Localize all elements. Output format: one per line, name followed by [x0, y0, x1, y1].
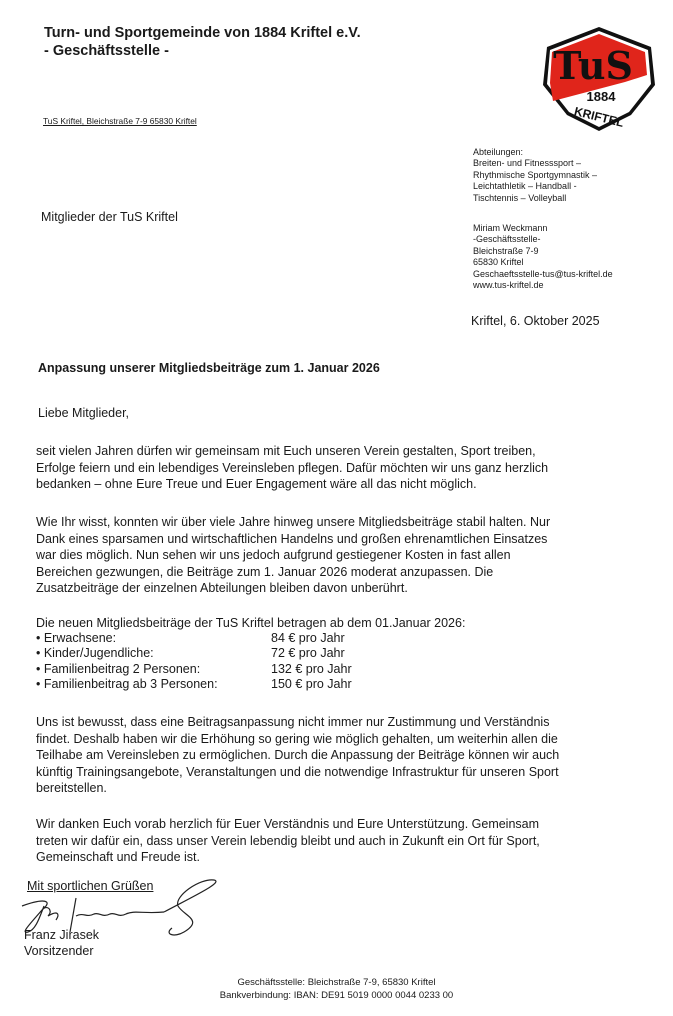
fee-amount: 132 € pro Jahr — [271, 661, 352, 676]
contact-block — [473, 223, 613, 291]
paragraph-understanding — [36, 714, 666, 797]
fee-list — [36, 616, 465, 692]
fee-amount: 72 € pro Jahr — [271, 646, 345, 661]
signature-stroke — [164, 880, 216, 935]
fee-row — [36, 662, 465, 677]
departments-block — [473, 147, 597, 204]
letter-date: Kriftel, 6. Oktober 2025 — [471, 314, 600, 328]
footer-address: Geschäftsstelle: Bleichstraße 7-9, 65830 Kriftel — [237, 977, 436, 988]
fee-amount: 150 € pro Jahr — [271, 676, 352, 691]
club-logo-icon — [539, 25, 659, 133]
logo-tus-text: TuS — [553, 43, 633, 88]
signatory-role: Vorsitzender — [24, 944, 94, 958]
paragraph-line: Wir danken Euch vorab herzlich für Euer Verständnis und Eure Unterstützung. Gemeinsam — [36, 817, 540, 831]
organization-name: Turn- und Sportgemeinde von 1884 Kriftel e.V. — [44, 25, 361, 41]
salutation: Liebe Mitglieder, — [38, 406, 130, 420]
closing-greeting: Mit sportlichen Grüßen — [27, 879, 154, 893]
department-line: Leichtathletik – Handball - — [473, 181, 577, 192]
paragraph-line: Teilhabe am Vereinsleben zu ermöglichen. Durch die Anpassung der Beiträge können wir auch — [36, 748, 560, 762]
paragraph-line: künftig Trainingsangebote, Veranstaltungen und die notwendige Infrastruktur für unseren Sport — [36, 764, 559, 779]
department-line: Tischtennis – Volleyball — [473, 192, 567, 203]
paragraph-closing-thanks — [36, 816, 666, 866]
contact-office: -Geschäftsstelle- — [473, 234, 541, 245]
paragraph-line: Dank eines sparsamen und wirtschaftlichen Handelns und großen ehrenamtlichen Einsatzes — [36, 531, 548, 546]
paragraph-line: bedanken – ohne Eure Treue und Euer Engagement wäre all das nicht möglich. — [36, 477, 477, 491]
letter-footer — [0, 977, 673, 1002]
fee-label: • Familienbeitrag ab 3 Personen: — [36, 676, 218, 691]
signatory-name: Franz Jirasek — [24, 928, 100, 942]
fee-amount: 84 € pro Jahr — [271, 631, 345, 646]
paragraph-line: Zusatzbeiträge der einzelnen Abteilungen bleiben davon unberührt. — [36, 581, 408, 595]
footer-bank: Bankverbindung: IBAN: DE91 5019 0000 0044 0233 00 — [219, 989, 454, 1001]
contact-website: www.tus-kriftel.de — [473, 280, 544, 291]
paragraph-line: seit vielen Jahren dürfen wir gemeinsam mit Euch unseren Verein gestalten, Sport treiben, — [36, 444, 536, 458]
paragraph-reason — [36, 514, 666, 597]
paragraph-line: Erfolge feiern und ein lebendiges Vereinsleben pflegen. Dafür möchten wir uns ganz herzlich — [36, 460, 549, 475]
contact-email: Geschaeftsstelle-tus@tus-kriftel.de — [473, 268, 613, 279]
contact-name: Miriam Weckmann — [473, 223, 548, 233]
signature-stroke — [76, 912, 164, 916]
fee-label: • Erwachsene: — [36, 631, 117, 646]
paragraph-line: Gemeinschaft und Freude ist. — [36, 850, 200, 864]
paragraph-line: war dies möglich. Nun sehen wir uns jedoch aufgrund gestiegener Kosten in fast allen — [36, 548, 511, 562]
office-label: - Geschäftsstelle - — [44, 43, 169, 59]
paragraph-line: treten wir dafür ein, dass unser Verein lebendig bleibt und auch in Zukunft ein Ort für Sport, — [36, 833, 540, 848]
letterhead-title — [44, 24, 361, 60]
contact-city: 65830 Kriftel — [473, 257, 524, 268]
recipient: Mitglieder der TuS Kriftel — [41, 210, 178, 224]
departments-heading: Abteilungen: — [473, 147, 524, 157]
paragraph-thanks — [36, 443, 666, 493]
fee-label: • Kinder/Jugendliche: — [36, 646, 154, 661]
paragraph-line: Wie Ihr wisst, konnten wir über viele Jahre hinweg unsere Mitgliedsbeiträge stabil halten. Nur — [36, 515, 551, 529]
fee-intro: Die neuen Mitgliedsbeiträge der TuS Kriftel betragen ab dem 01.Januar 2026: — [36, 616, 466, 630]
signature-stroke — [44, 908, 58, 920]
fee-label: • Familienbeitrag 2 Personen: — [36, 661, 201, 676]
paragraph-line: Uns ist bewusst, dass eine Beitragsanpassung nicht immer nur Zustimmung und Verständnis — [36, 715, 550, 729]
logo-place-text: KRIFTEL — [572, 104, 626, 130]
logo-year-text: 1884 — [586, 89, 616, 104]
paragraph-line: findet. Deshalb haben wir die Erhöhung so gering wie möglich gehalten, um weiterhin allen die — [36, 731, 558, 746]
department-line: Breiten- und Fitnesssport – — [473, 158, 582, 169]
letter-subject: Anpassung unserer Mitgliedsbeiträge zum 1. Januar 2026 — [38, 361, 380, 375]
sender-return-address: TuS Kriftel, Bleichstraße 7-9 65830 Kriftel — [43, 116, 197, 126]
fee-row — [36, 646, 465, 661]
paragraph-line: bereitstellen. — [36, 781, 107, 795]
fee-row — [36, 677, 465, 692]
fee-row — [36, 631, 465, 646]
signatory — [24, 927, 99, 959]
department-line: Rhythmische Sportgymnastik – — [473, 169, 598, 180]
contact-street: Bleichstraße 7-9 — [473, 245, 539, 256]
paragraph-line: Bereichen gezwungen, die Beiträge zum 1. Januar 2026 moderat anzupassen. Die — [36, 564, 494, 579]
